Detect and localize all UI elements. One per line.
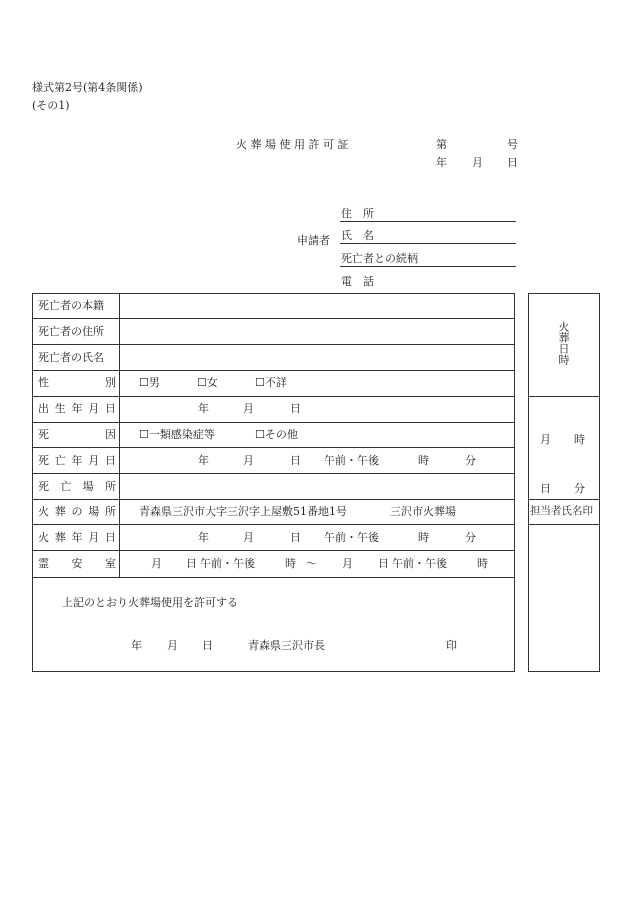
row-label-crem-date: 火 葬 年 月 日 (38, 531, 116, 544)
applicant-address-line[interactable] (340, 221, 516, 222)
row-label-crem-place: 火 葬 の 場 所 (38, 505, 116, 518)
applicant-address-label: 住 所 (341, 207, 374, 220)
applicant-label: 申請者 (297, 234, 330, 247)
death-hour: 時 (418, 454, 429, 467)
reian-hour: 時 (285, 557, 296, 570)
row-label-address: 死亡者の住所 (38, 325, 104, 338)
reian-ampm: 午前・午後 (200, 557, 255, 570)
birth-year: 年 (198, 402, 209, 415)
reian-month2: 月 (342, 557, 353, 570)
issue-month: 月 (472, 156, 483, 169)
reian-tilde: 〜 (306, 557, 317, 570)
number-dai: 第 (436, 138, 447, 151)
number-go: 号 (507, 138, 518, 151)
sign-year: 年 (131, 639, 142, 652)
cause-infectious-checkbox[interactable]: ☐一類感染症等 (139, 428, 215, 441)
side-hour: 時 (574, 433, 585, 446)
reian-month: 月 (151, 557, 162, 570)
row-label-cause: 死 因 (38, 428, 116, 441)
applicant-name-line[interactable] (340, 243, 516, 244)
issue-year: 年 (436, 156, 447, 169)
side-staff-seal: 担当者氏名印 (530, 505, 593, 517)
row-label-name: 死亡者の氏名 (38, 351, 104, 364)
document-title: 火 葬 場 使 用 許 可 証 (236, 138, 349, 151)
death-ampm: 午前・午後 (324, 454, 379, 467)
applicant-phone-label: 電 話 (341, 275, 374, 288)
side-month: 月 (540, 433, 551, 446)
row-label-death-date: 死 亡 年 月 日 (38, 454, 116, 467)
side-day: 日 (540, 482, 551, 495)
death-day: 日 (290, 454, 301, 467)
side-crem-datetime: 火葬日時 (557, 321, 570, 365)
crem-address: 青森県三沢市大字三沢字上屋敷51番地1号 (139, 505, 347, 518)
sign-month: 月 (167, 639, 178, 652)
crem-ampm: 午前・午後 (324, 531, 379, 544)
row-label-honseki: 死亡者の本籍 (38, 299, 104, 312)
applicant-relation-label: 死亡者との続柄 (341, 252, 418, 265)
row-label-reian: 霊 安 室 (38, 557, 116, 570)
permit-statement: 上記のとおり火葬場使用を許可する (62, 596, 238, 609)
row-label-sex: 性 別 (38, 376, 116, 389)
applicant-relation-line[interactable] (340, 266, 516, 267)
reian-ampm2: 午前・午後 (392, 557, 447, 570)
form-part: (その1) (32, 99, 70, 112)
checkbox-icon: ☐ (255, 428, 265, 441)
sex-unknown-checkbox[interactable]: ☐不詳 (255, 376, 287, 389)
crem-month: 月 (243, 531, 254, 544)
checkbox-icon: ☐ (139, 428, 149, 441)
cause-other-checkbox[interactable]: ☐その他 (255, 428, 298, 441)
birth-day: 日 (290, 402, 301, 415)
reian-day2: 日 (378, 557, 389, 570)
row-label-death-place: 死 亡 場 所 (38, 480, 116, 493)
label-column-divider (119, 293, 120, 577)
sex-female-checkbox[interactable]: ☐女 (197, 376, 218, 389)
death-month: 月 (243, 454, 254, 467)
checkbox-icon: ☐ (255, 376, 265, 389)
sign-day: 日 (202, 639, 213, 652)
death-year: 年 (198, 454, 209, 467)
row-label-birth: 出 生 年 月 日 (38, 402, 116, 415)
issue-day: 日 (507, 156, 518, 169)
crem-day: 日 (290, 531, 301, 544)
checkbox-icon: ☐ (139, 376, 149, 389)
seal-mark: 印 (446, 639, 457, 652)
sex-male-checkbox[interactable]: ☐男 (139, 376, 160, 389)
crem-minute: 分 (465, 531, 476, 544)
crem-hour: 時 (418, 531, 429, 544)
crem-year: 年 (198, 531, 209, 544)
crem-facility: 三沢市火葬場 (390, 505, 456, 518)
checkbox-icon: ☐ (197, 376, 207, 389)
birth-month: 月 (243, 402, 254, 415)
side-minute: 分 (574, 482, 585, 495)
death-minute: 分 (465, 454, 476, 467)
form-number: 様式第2号(第4条関係) (32, 81, 143, 94)
mayor-title: 青森県三沢市長 (248, 639, 325, 652)
applicant-name-label: 氏 名 (341, 229, 374, 242)
reian-hour2: 時 (477, 557, 488, 570)
reian-day: 日 (186, 557, 197, 570)
